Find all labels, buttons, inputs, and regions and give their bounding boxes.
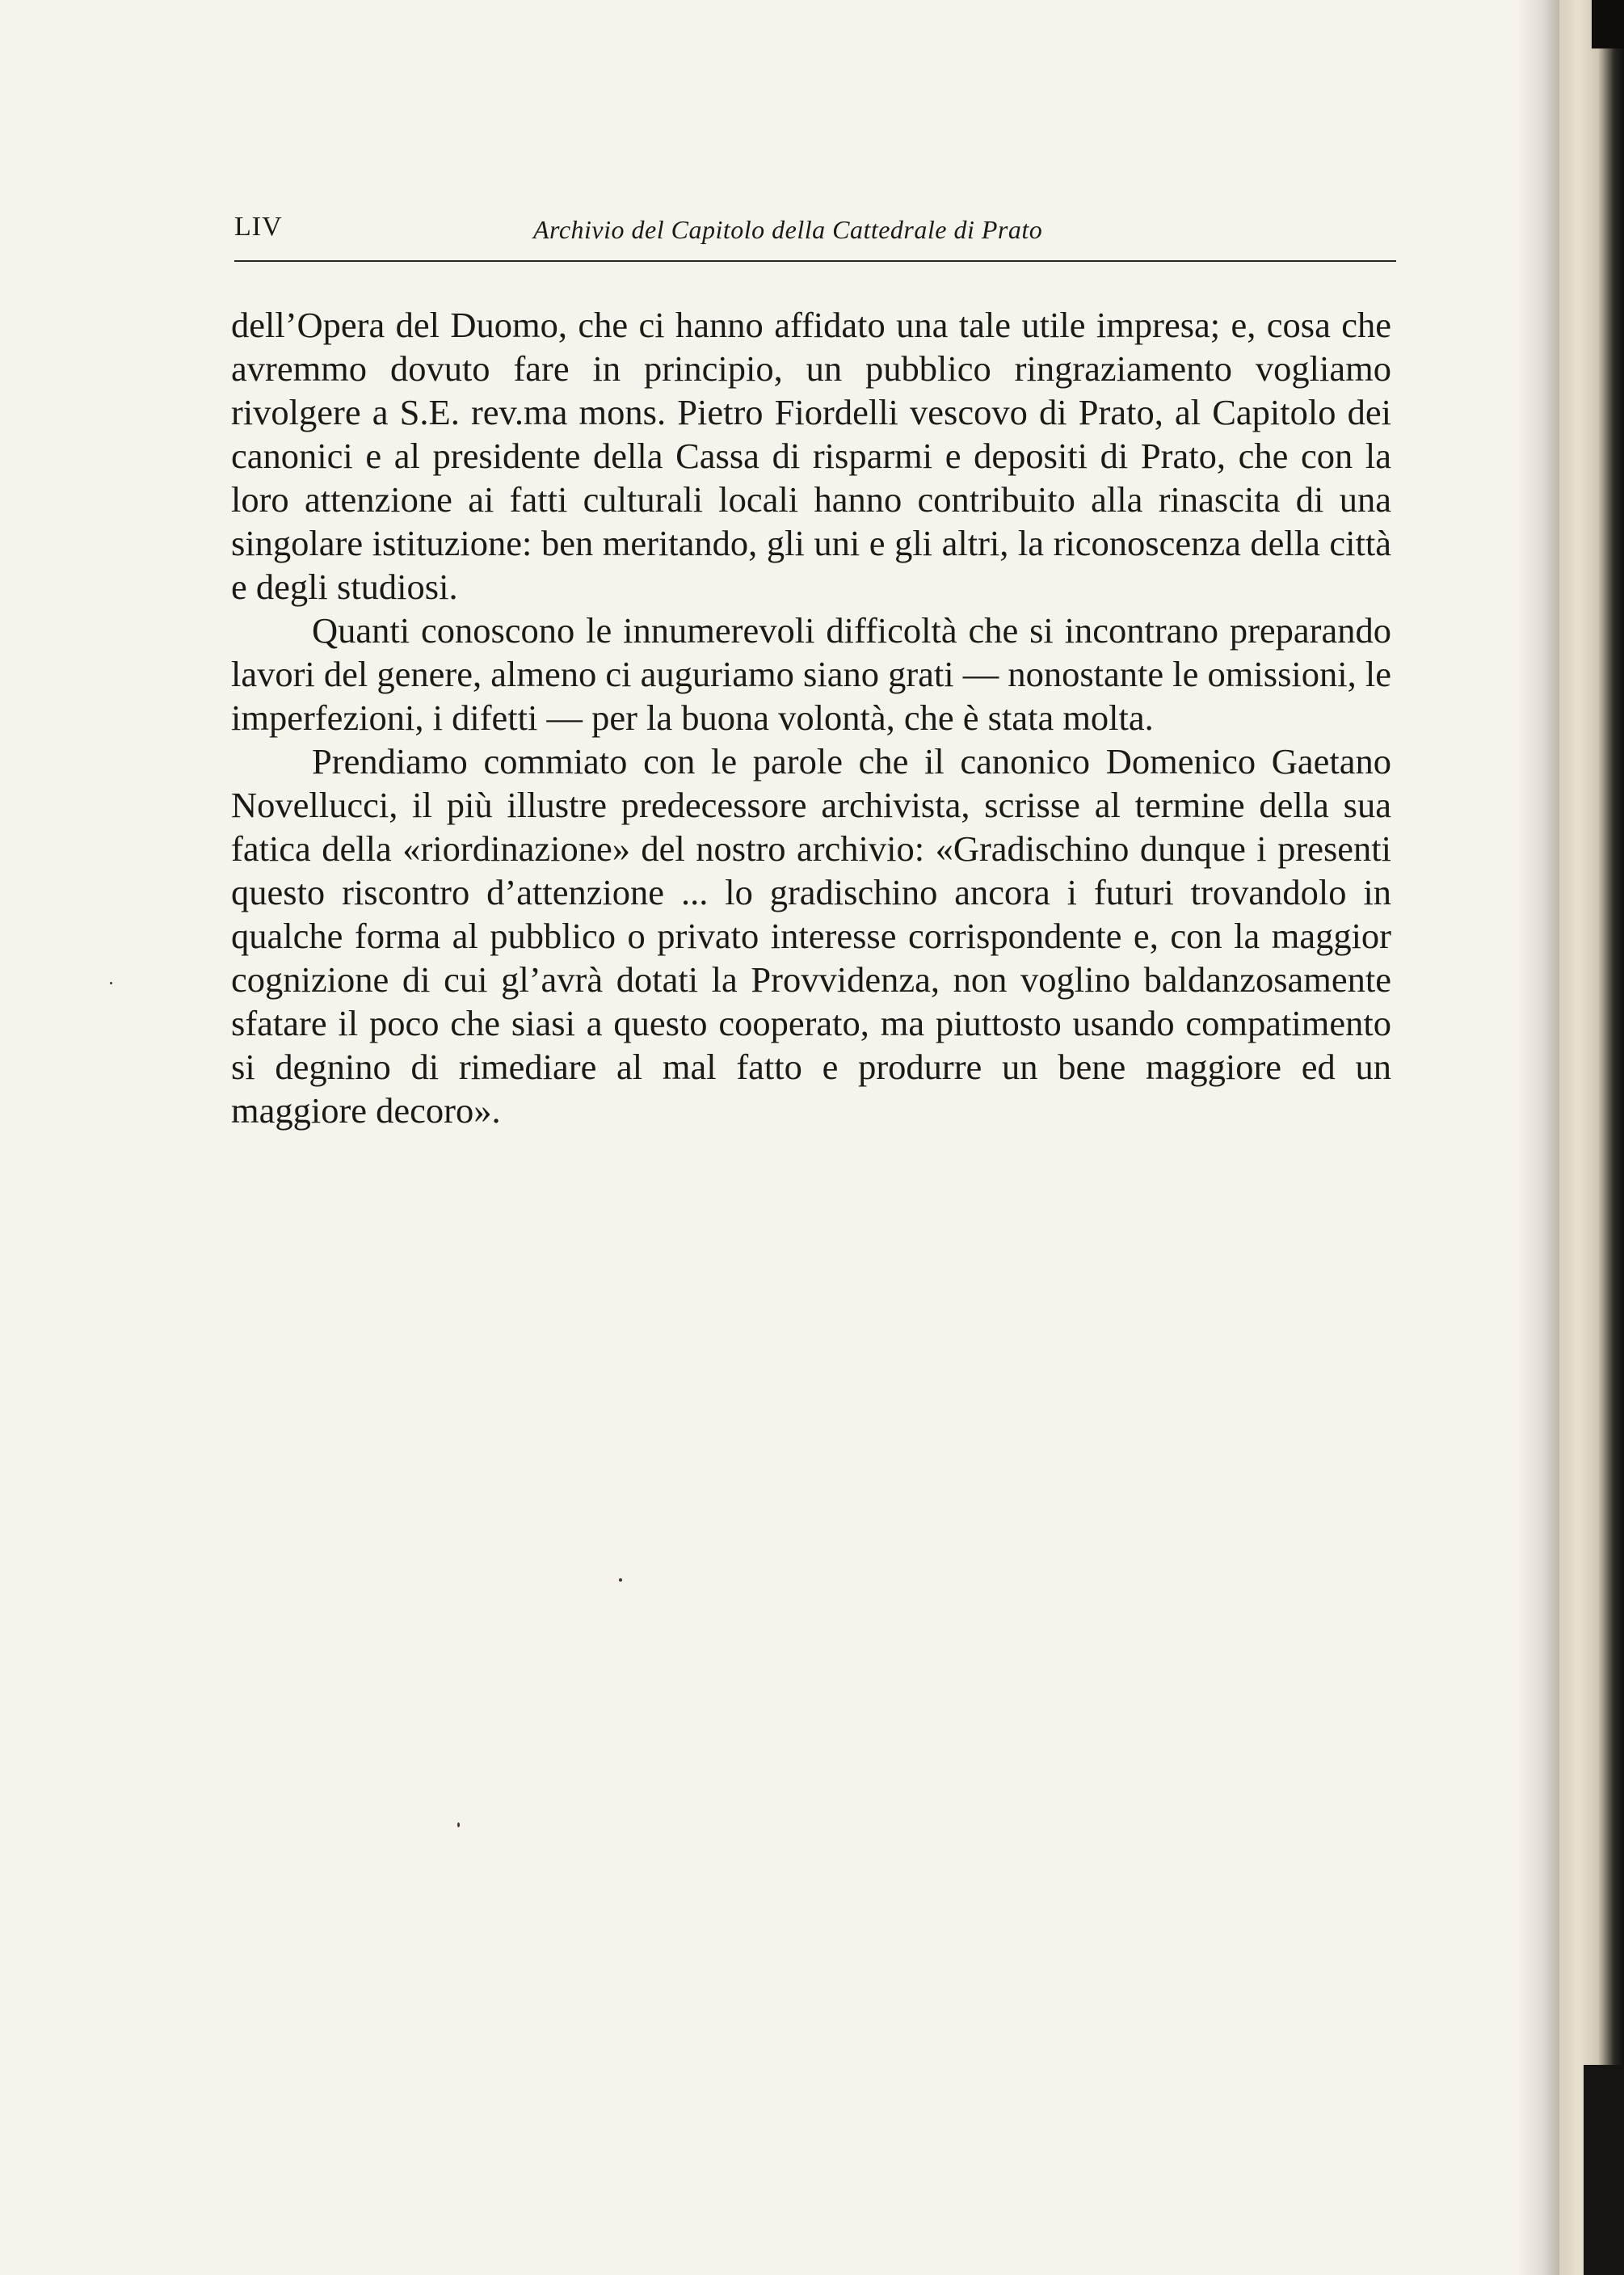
- running-header: [234, 212, 1396, 262]
- scan-border-top: [1592, 0, 1624, 48]
- paragraph-1: dell’Opera del Duomo, che ci hanno affidato una tale utile impresa; e, cosa che avremmo dovuto fare in principio, un pubblico ringraziamento vogliamo rivolgere a S.E. rev.ma mons. Pietro Fiordelli vescovo di Prato, al Capitolo dei canonici e al presidente della Cassa di risparmi e depositi di Prato, che con la loro attenzione ai fatti culturali locali hanno contribuito alla rinascita di una singolare istituzione: ben meritando, gli uni e gli altri, la riconoscenza della città e degli studiosi.: [231, 305, 1391, 607]
- paper-speck: [457, 1822, 460, 1827]
- paper-speck: [110, 982, 112, 984]
- paragraph-3: Prendiamo commiato con le parole che il canonico Domenico Gaetano Novellucci, il più illustre predecessore archivista, scrisse al termine della sua fatica della «riordinazione» del nostro archivio: «Gradischino dunque i presenti questo riscontro d’attenzione ... lo gradischino ancora i futuri trovandolo in qualche forma al pubblico o privato interesse corrispondente e, con la maggior cognizione di cui gl’avrà dotati la Provvidenza, non voglino baldanzosamente sfatare il poco che siasi a questo cooperato, ma piuttosto usando compatimento si degnino di rimediare al mal fatto e produrre un bene maggiore ed un maggiore decoro».: [231, 741, 1391, 1131]
- body-text: [231, 303, 1391, 1132]
- paper-speck: [619, 1578, 622, 1582]
- book-edge: [1559, 0, 1624, 2275]
- scan-border-bottom: [1584, 2065, 1624, 2275]
- paragraph-2: Quanti conoscono le innumerevoli difficoltà che si incontrano preparando lavori del genere, almeno ci auguriamo siano grati — nonostante le omissioni, le imperfezioni, i difetti — per la buona volontà, che è stata molta.: [231, 610, 1391, 738]
- spine-shadow: [1517, 0, 1559, 2275]
- page-number: LIV: [234, 212, 283, 242]
- running-title: Archivio del Capitolo della Cattedrale di Prato: [533, 215, 1043, 244]
